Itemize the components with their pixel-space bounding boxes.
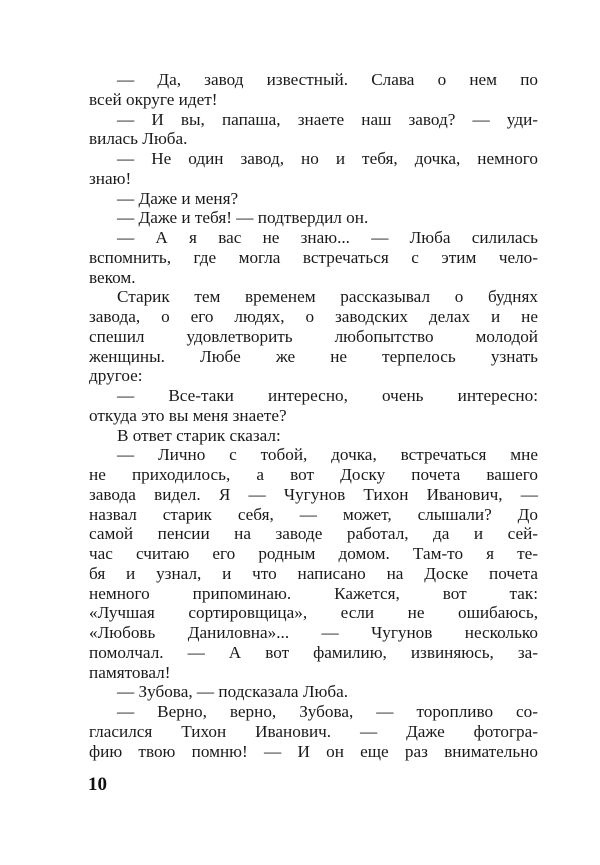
text-line: «Любовь Даниловна»... — Чугунов несколько (89, 623, 538, 642)
text-line: — Зубова, — подсказала Люба. (117, 682, 349, 702)
page-body-text (89, 70, 538, 761)
text-line: Старик тем временем рассказывал о буднях (117, 287, 538, 307)
text-line: бя и узнал, и что написано на Доске почета (89, 563, 538, 583)
text-line: завода видел. Я — Чугунов Тихон Иванович, — (89, 484, 538, 504)
page-number: 10 (88, 774, 107, 795)
text-line: знаю! (89, 168, 132, 188)
text-line: не приходилось, а вот Доску почета вашего (89, 465, 538, 484)
text-line: — Да, завод известный. Слава о нем по (117, 70, 538, 89)
text-line: — Даже и меня? (117, 188, 239, 208)
text-line: самой пенсии на заводе работал, да и сей- (89, 524, 538, 544)
text-line: фию твою помню! — И он еще раз внимательно (89, 741, 538, 761)
text-line: — И вы, папаша, знаете наш завод? — уди- (117, 109, 538, 129)
text-line: В ответ старик сказал: (117, 425, 281, 445)
text-line: гласился Тихон Иванович. — Даже фотогра- (89, 721, 538, 741)
text-line: назвал старик себя, — может, слышали? До (89, 504, 538, 524)
text-line: вилась Люба. (89, 129, 188, 149)
text-line: веком. (89, 267, 136, 287)
text-line: — Не один завод, но и тебя, дочка, немного (117, 149, 538, 168)
text-line: — Лично с тобой, дочка, встречаться мне (117, 445, 538, 465)
text-line: «Лучшая сортировщица», если не ошибаюсь, (89, 603, 538, 623)
text-line: завода, о его людях, о заводских делах и не (89, 307, 538, 326)
text-line: — Все-таки интересно, очень интересно: (117, 386, 538, 405)
text-line: памятовал! (89, 662, 171, 682)
text-line: — А я вас не знаю... — Люба силилась (117, 228, 538, 247)
text-line: всей округе идет! (89, 89, 218, 109)
text-line: вспомнить, где могла встречаться с этим чело- (89, 247, 538, 267)
text-line: другое: (89, 366, 143, 386)
text-line: немного припоминаю. Кажется, вот так: (89, 583, 538, 603)
text-line: женщины. Любе же не терпелось узнать (89, 346, 538, 366)
text-line: — Верно, верно, Зубова, — торопливо со- (117, 702, 538, 721)
text-line: час считаю его родным домом. Там-то я те- (89, 544, 538, 563)
text-line: помолчал. — А вот фамилию, извиняюсь, за- (89, 642, 538, 662)
text-line: — Даже и тебя! — подтвердил он. (117, 208, 369, 228)
text-line: спешил удовлетворить любопытство молодой (89, 326, 538, 346)
text-line: откуда это вы меня знаете? (89, 405, 287, 425)
